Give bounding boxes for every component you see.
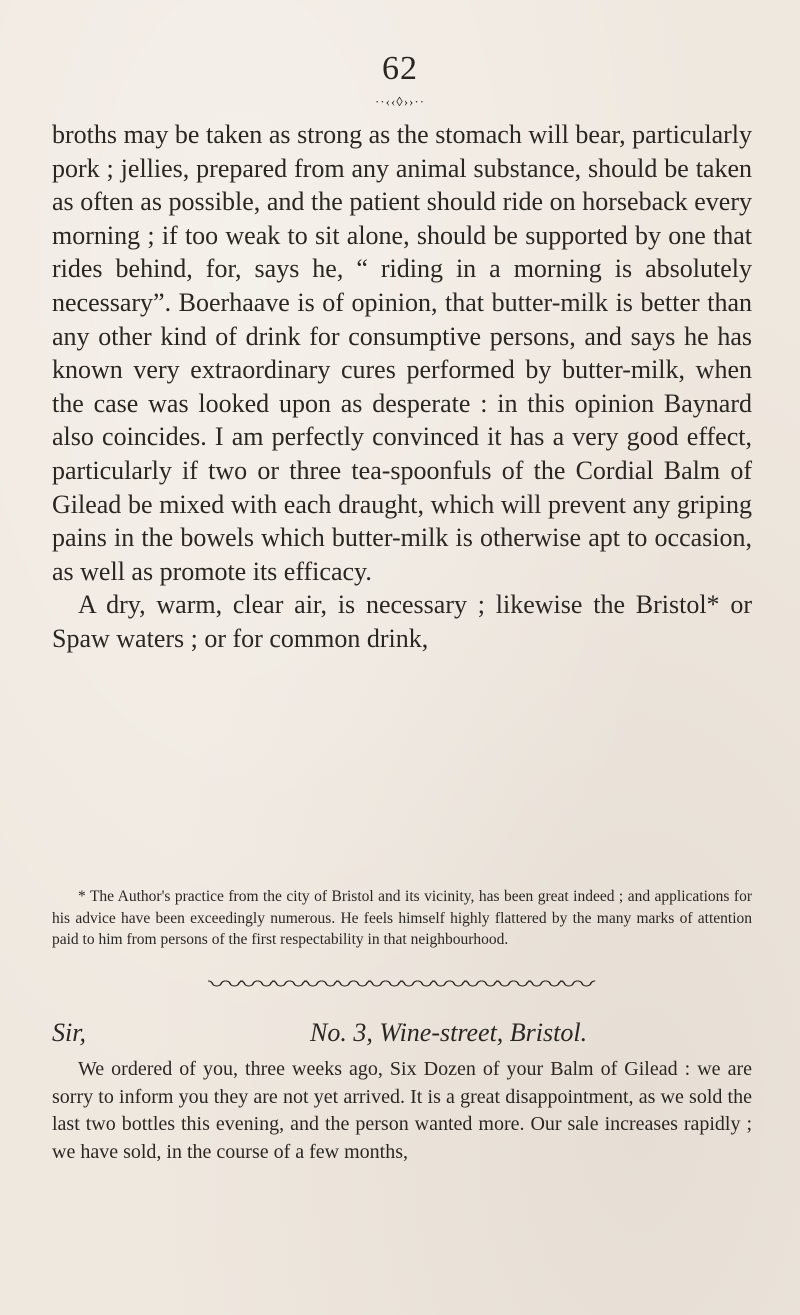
letter-body xyxy=(52,1056,752,1166)
letter-heading xyxy=(52,1018,752,1058)
footnote: * The Author's practice from the city of Bristol and its vicinity, has been great indeed ; and applications for his advice have been exceedingly numerous. He feels himself highly flattered by the many marks of attention paid to him from persons of the first respectability in that neighbourhood. xyxy=(52,888,752,948)
header-ornament: ··‹‹◊››·· xyxy=(374,94,426,109)
letter-salutation: Sir, xyxy=(52,1018,86,1047)
page-number: 62 xyxy=(382,50,418,87)
letter-body-text: We ordered of you, three weeks ago, Six Dozen of your Balm of Gilead : we are sorry to inform you they are not yet arrived. It is a great disappointment, as we sold the last two bottles this evening, and the person wanted more. Our sale increases rapidly ; we have sold, in the course of a few months, xyxy=(52,1058,752,1163)
main-paragraph-2: A dry, warm, clear air, is necessary ; likewise the Bristol* or Spaw waters ; or for common drink, xyxy=(52,590,752,653)
letter-address: No. 3, Wine-street, Bristol. xyxy=(310,1018,588,1047)
wavy-divider: 〰〰〰〰〰〰〰〰〰〰〰〰 xyxy=(207,972,592,997)
main-paragraph-1: broths may be taken as strong as the stomach will bear, particularly pork ; jellies, prepared from any animal substance, should be taken as often as possible, and the patient should ride on horseback every morning ; if too weak to sit alone, should be supported by one that rides behind, for, says he, “ riding in a morning is absolutely necessary”. Boerhaave is of opinion, that butter-milk is better than any other kind of drink for consumptive persons, and says he has known very extraordinary cures performed by butter-milk, when the case was looked upon as desperate : in this opinion Baynard also coincides. I am perfectly convinced it has a very good effect, particularly if two or three tea-spoonfuls of the Cordial Balm of Gilead be mixed with each draught, which will prevent any griping pains in the bowels which butter-milk is otherwise apt to occasion, as well as promote its efficacy. xyxy=(52,120,752,586)
main-text-block xyxy=(52,118,752,656)
